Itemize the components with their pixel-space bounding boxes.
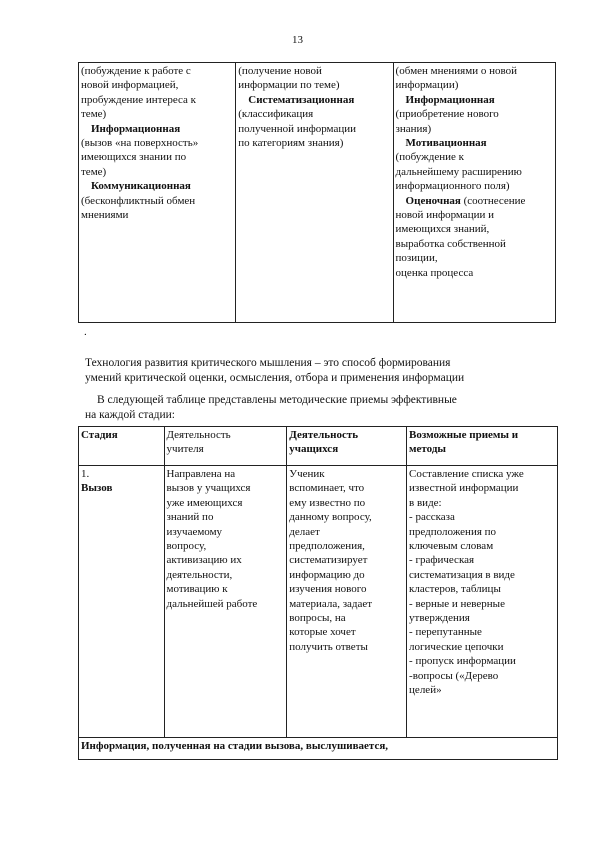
cell-line: (побуждение к работе с <box>81 65 191 77</box>
cell-line: 1. <box>81 468 90 480</box>
cell-line: Ученик <box>289 468 325 480</box>
cell-line: информационного поля) <box>395 180 510 193</box>
functions-col-reflection <box>393 63 555 323</box>
cell-student <box>287 466 407 738</box>
cell-line: полученной информации <box>238 122 356 135</box>
cell-line: кластеров, таблицы <box>409 583 501 596</box>
cell-line: данному вопросу, <box>289 511 372 524</box>
paragraph-line: Технология развития критического мышления – это способ формирования <box>85 357 451 369</box>
methods-table <box>78 426 558 760</box>
cell-line: вызов у учащихся <box>166 482 251 495</box>
cell-line: информации) <box>395 79 459 92</box>
cell-line: пробуждение интереса к <box>81 93 197 106</box>
cell-line: вопросы, на <box>289 612 346 625</box>
cell-line: новой информацией, <box>81 79 179 92</box>
cell-line: ему известно по <box>289 496 366 509</box>
cell-line: - графическая <box>409 554 475 567</box>
cell-line: (получение новой <box>238 65 322 77</box>
cell-line: мнениями <box>81 209 129 222</box>
cell-line: (бесконфликтный обмен <box>81 194 196 207</box>
cell-line: (приобретение нового <box>395 108 499 121</box>
header-methods: Возможные приемы и методы <box>407 427 558 466</box>
paragraph-definition <box>85 356 555 385</box>
cell-line: дальнейшему расширению <box>395 165 522 178</box>
cell-line: изучаемому <box>166 525 223 538</box>
header-students: Деятельность учащихся <box>287 427 407 466</box>
cell-line: (обмен мнениями о новой <box>395 65 517 77</box>
cell-line: Информационная <box>91 122 181 135</box>
cell-line: логические цепочки <box>409 640 504 653</box>
paragraph-intro <box>85 393 555 422</box>
cell-line: - верные и неверные <box>409 597 505 610</box>
paragraph-line: умений критической оценки, осмысления, отбора и применения информации <box>85 371 465 384</box>
cell-line: (побуждение к <box>395 151 464 164</box>
cell-line: вопросу, <box>166 540 207 553</box>
functions-col-comprehension <box>236 63 393 323</box>
methods-table-header <box>79 427 558 466</box>
cell-line: Систематизационная <box>248 93 355 106</box>
cell-line: (классификация <box>238 108 314 121</box>
cell-line: Оценочная (соотнесение <box>405 194 526 207</box>
cell-line: (вызов «на поверхность» <box>81 137 199 150</box>
cell-line: деятельности, <box>166 568 233 581</box>
header-stage: Стадия <box>79 427 165 466</box>
cell-line: информацию до <box>289 568 365 581</box>
paragraph-line: В следующей таблице представлены методические приемы эффективные <box>97 394 457 406</box>
cell-line: Информационная <box>405 93 495 106</box>
cell-line: изучения нового <box>289 583 367 596</box>
cell-line: предположения, <box>289 540 365 553</box>
cell-line: - рассказа <box>409 511 455 524</box>
table-row <box>79 466 558 738</box>
cell-line: систематизация в виде <box>409 568 515 581</box>
paragraph-line: на каждой стадии: <box>85 408 175 421</box>
cell-line: - перепутанные <box>409 626 482 639</box>
cell-line: известной информации <box>409 482 519 495</box>
cell-line: -вопросы («Дерево <box>409 669 499 682</box>
cell-line: делает <box>289 525 320 538</box>
cell-line: Направлена на <box>166 468 236 480</box>
cell-line: получить ответы <box>289 640 368 653</box>
cell-line: теме) <box>81 108 107 121</box>
stray-dot: . <box>84 326 87 338</box>
cell-line: выработка собственной <box>395 237 506 250</box>
cell-line: систематизирует <box>289 554 368 567</box>
cell-line: в виде: <box>409 496 442 509</box>
functions-col-challenge <box>79 63 236 323</box>
cell-line: материала, задает <box>289 597 373 610</box>
cell-line: Вызов <box>81 482 113 495</box>
cell-line: Составление списка уже <box>409 468 524 480</box>
cell-line: информации по теме) <box>238 79 340 92</box>
cell-line: знаний по <box>166 511 214 524</box>
cell-line: оценка процесса <box>395 266 474 279</box>
cell-footer: Информация, полученная на стадии вызова, выслушивается, <box>79 738 558 760</box>
page-number: 13 <box>292 34 303 46</box>
cell-line: имеющихся знаний, <box>395 223 490 236</box>
cell-line: предположения по <box>409 525 497 538</box>
cell-line: которые хочет <box>289 626 356 639</box>
cell-line: новой информации и <box>395 209 494 222</box>
cell-line: вспоминает, что <box>289 482 365 495</box>
cell-line: имеющихся знании по <box>81 151 187 164</box>
cell-line: мотивацию к <box>166 583 228 596</box>
cell-line: знания) <box>395 122 432 135</box>
cell-line: позиции, <box>395 252 438 265</box>
cell-line: целей» <box>409 684 442 697</box>
cell-stage <box>79 466 165 738</box>
functions-table <box>78 62 556 323</box>
cell-line: дальнейшей работе <box>166 597 258 610</box>
cell-line: по категориям знания) <box>238 137 344 150</box>
cell-line: теме) <box>81 165 107 178</box>
cell-line: утверждения <box>409 612 470 625</box>
cell-teacher <box>164 466 287 738</box>
cell-line: уже имеющихся <box>166 496 243 509</box>
cell-line: активизацию их <box>166 554 242 567</box>
cell-line: Коммуникационная <box>91 180 191 193</box>
cell-line: ключевым словам <box>409 540 494 553</box>
table-row-footer <box>79 738 558 760</box>
cell-line: Мотивационная <box>405 137 487 150</box>
cell-line: - пропуск информации <box>409 655 516 668</box>
cell-methods <box>407 466 558 738</box>
header-teacher: Деятельность учителя <box>164 427 287 466</box>
